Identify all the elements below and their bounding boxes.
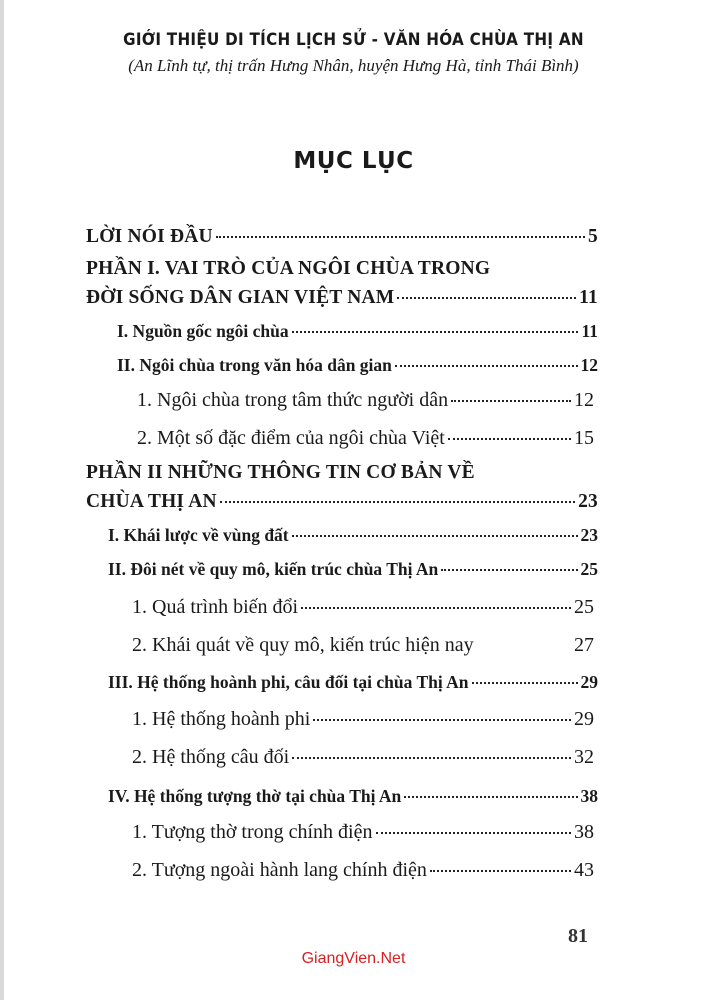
- toc-entry[interactable]: [108, 559, 598, 580]
- leader-dots: [313, 719, 571, 721]
- toc-entry[interactable]: [86, 287, 598, 309]
- toc-entry[interactable]: [132, 596, 594, 619]
- toc-entry-page: 32: [574, 746, 594, 768]
- toc-entry-page: 12: [580, 355, 598, 375]
- leader-dots: [301, 607, 571, 609]
- toc-entry[interactable]: [132, 708, 594, 731]
- toc-entry-label: 1. Quá trình biến đổi: [132, 596, 299, 618]
- toc-entry[interactable]: [137, 389, 594, 412]
- leader-dots: [451, 400, 571, 402]
- toc-entry-label: 2. Khái quát về quy mô, kiến trúc hiện nay: [132, 634, 474, 656]
- running-subtitle: (An Lĩnh tự, thị trấn Hưng Nhân, huyện Hưng Hà, tỉnh Thái Bình): [128, 56, 579, 75]
- toc-entry[interactable]: [137, 427, 594, 450]
- toc-entry-label: 2. Hệ thống câu đối: [132, 746, 290, 768]
- toc-entry[interactable]: [86, 226, 598, 248]
- toc-entry-page: 23: [578, 491, 598, 512]
- toc-entry-page: 25: [580, 559, 598, 579]
- toc-entry-page: 29: [574, 708, 594, 730]
- leader-dots: [430, 870, 571, 872]
- toc-entry-label: II. Ngôi chùa trong văn hóa dân gian: [117, 355, 392, 375]
- leader-dots: [216, 236, 585, 238]
- watermark-text: GiangVien.Net: [301, 950, 406, 967]
- toc-entry-label: I. Khái lược về vùng đất: [108, 525, 289, 545]
- toc-entry-page: 5: [588, 226, 598, 247]
- toc-entry-label: II. Đôi nét về quy mô, kiến trúc chùa Thị An: [108, 559, 439, 579]
- toc-entry-page: 11: [579, 287, 598, 308]
- toc-entry-page: 11: [581, 321, 598, 341]
- running-title: GIỚI THIỆU DI TÍCH LỊCH SỬ - VĂN HÓA CHÙA THỊ AN: [123, 30, 584, 49]
- toc-entry-label: LỜI NÓI ĐẦU: [86, 226, 213, 247]
- toc-entry-line1: PHẦN II NHỮNG THÔNG TIN CƠ BẢN VỀ: [86, 462, 475, 483]
- toc-entry[interactable]: [86, 491, 598, 513]
- toc-entry-page: 15: [574, 427, 594, 449]
- leader-dots: [292, 535, 578, 537]
- toc-entry[interactable]: [132, 634, 594, 657]
- toc-entry[interactable]: [108, 525, 598, 546]
- toc-entry-label: 2. Tượng ngoài hành lang chính điện: [132, 859, 427, 881]
- toc-entry-label: 1. Tượng thờ trong chính điện: [132, 821, 373, 843]
- toc-entry-label: IV. Hệ thống tượng thờ tại chùa Thị An: [108, 786, 402, 806]
- toc-entry-page: 38: [580, 786, 598, 806]
- toc-entry[interactable]: [117, 355, 598, 376]
- toc-entry-label: CHÙA THỊ AN: [86, 491, 217, 512]
- leader-dots: [441, 569, 577, 571]
- leader-dots: [376, 832, 572, 834]
- leader-dots: [397, 297, 576, 299]
- toc-heading: MỤC LỤC: [293, 148, 414, 174]
- toc-entry-label: 1. Ngôi chùa trong tâm thức người dân: [137, 389, 449, 411]
- toc-entry-label: III. Hệ thống hoành phi, câu đối tại chùa Thị An: [108, 672, 469, 692]
- toc-entry-page: 27: [574, 634, 594, 656]
- leader-dots: [395, 365, 578, 367]
- toc-entry-label: ĐỜI SỐNG DÂN GIAN VIỆT NAM: [86, 287, 395, 308]
- toc-entry-page: 12: [574, 389, 594, 411]
- toc-entry[interactable]: [117, 321, 598, 342]
- toc-entry-label: 2. Một số đặc điểm của ngôi chùa Việt: [137, 427, 445, 449]
- toc-entry-label: I. Nguồn gốc ngôi chùa: [117, 321, 289, 341]
- toc-entry[interactable]: [108, 786, 598, 807]
- leader-dots: [220, 501, 575, 503]
- leader-dots: [292, 331, 579, 333]
- leader-dots: [448, 438, 571, 440]
- toc-entry-page: 29: [580, 672, 598, 692]
- toc-entry-page: 43: [574, 859, 594, 881]
- toc-entry-page: 25: [574, 596, 594, 618]
- toc-entry[interactable]: [132, 746, 594, 769]
- page-number: 81: [568, 925, 588, 947]
- toc-entry[interactable]: [132, 821, 594, 844]
- toc-entry-label: 1. Hệ thống hoành phi: [132, 708, 311, 730]
- leader-dots: [404, 796, 577, 798]
- toc-entry-page: 38: [574, 821, 594, 843]
- leader-dots: [472, 682, 578, 684]
- toc-entry-page: 23: [580, 525, 598, 545]
- toc-entry[interactable]: [108, 672, 598, 693]
- toc-entry-line1: PHẦN I. VAI TRÒ CỦA NGÔI CHÙA TRONG: [86, 258, 491, 279]
- toc-entry[interactable]: [132, 859, 594, 882]
- leader-dots: [292, 757, 571, 759]
